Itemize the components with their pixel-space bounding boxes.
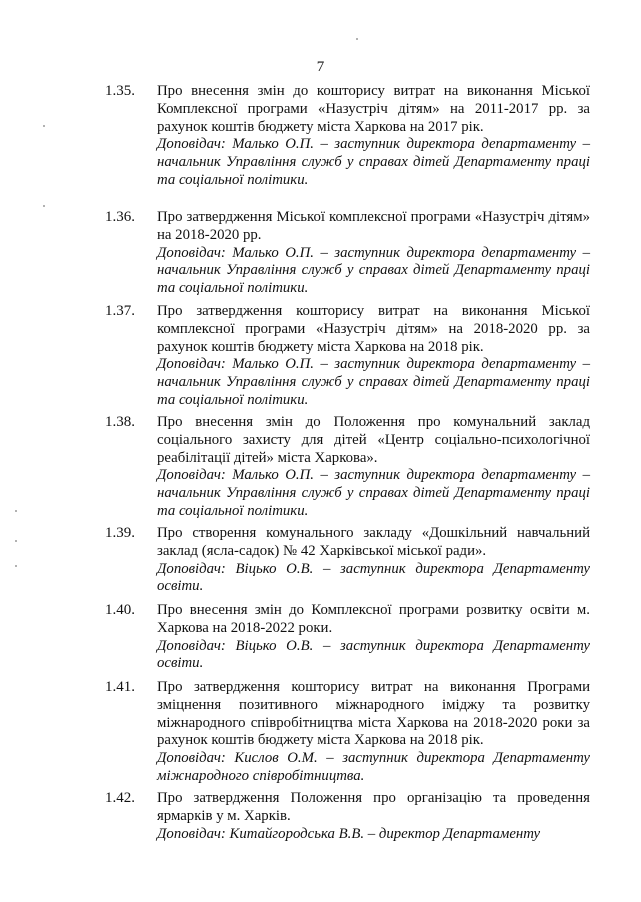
item-body (157, 303, 590, 410)
item-speaker: Доповідач: Китайгородська В.В. – директор Департаменту (157, 825, 541, 842)
item-body (157, 414, 590, 521)
item-speaker: Доповідач: Малько О.П. – заступник директора департаменту – начальник Управління служб у справах дітей Департаменту праці та соціальної політики. (157, 467, 590, 519)
item-speaker: Доповідач: Кислов О.М. – заступник директора Департаменту міжнародного співробітництва. (157, 750, 590, 784)
scan-speck (356, 38, 358, 40)
item-title: Про затвердження Міської комплексної програми «Назустріч дітям» на 2018-2020 рр. (157, 209, 590, 243)
item-body (157, 790, 590, 843)
item-number: 1.38. (105, 414, 135, 430)
item-speaker: Доповідач: Віцько О.В. – заступник директора Департаменту освіти. (157, 637, 590, 672)
item-number: 1.36. (105, 209, 135, 225)
item-body (157, 602, 590, 673)
item-body (157, 525, 590, 596)
item-body (157, 209, 590, 298)
item-title: Про затвердження кошторису витрат на виконання Програми зміцнення позитивного міжнародного іміджу та розвитку міжнародного співробітництва міста Харкова на 2018-2020 роки за рахунок коштів бюджету міста Харкова на 2018 рік. (157, 679, 590, 749)
item-speaker: Доповідач: Віцько О.В. – заступник директора Департаменту освіти. (157, 560, 590, 595)
item-body (157, 83, 590, 190)
item-title: Про затвердження кошторису витрат на виконання Міської комплексної програми «Назустріч дітям» на 2018-2020 рр. за рахунок коштів бюджету міста Харкова на 2018 рік. (157, 303, 590, 355)
scan-speck (43, 205, 45, 207)
scan-speck (15, 540, 17, 542)
page-number: 7 (316, 59, 325, 75)
item-title: Про створення комунального закладу «Дошкільний навчальний заклад (ясла-садок) № 42 Харківської міської ради». (157, 525, 590, 559)
item-number: 1.41. (105, 679, 135, 695)
item-number: 1.35. (105, 83, 135, 99)
item-number: 1.37. (105, 303, 135, 319)
item-number: 1.40. (105, 602, 135, 618)
item-speaker: Доповідач: Малько О.П. – заступник директора департаменту – начальник Управління служб у справах дітей Департаменту праці та соціальної політики. (157, 136, 590, 188)
item-speaker: Доповідач: Малько О.П. – заступник директора департаменту – начальник Управління служб у справах дітей Департаменту праці та соціальної політики. (157, 244, 590, 297)
scan-speck (43, 125, 45, 127)
item-title: Про затвердження Положення про організацію та проведення ярмарків у м. Харків. (157, 790, 590, 824)
item-title: Про внесення змін до кошторису витрат на виконання Міської Комплексної програми «Назустріч дітям» на 2011-2017 рр. за рахунок коштів бюджету міста Харкова на 2017 рік. (157, 83, 590, 135)
item-speaker: Доповідач: Малько О.П. – заступник директора департаменту – начальник Управління служб у справах дітей Департаменту праці та соціальної політики. (157, 356, 590, 408)
item-title: Про внесення змін до Комплексної програми розвитку освіти м. Харкова на 2018-2022 роки. (157, 602, 590, 636)
scan-speck (15, 565, 17, 567)
item-body (157, 679, 590, 786)
scan-speck (15, 510, 17, 512)
item-number: 1.42. (105, 790, 135, 806)
item-title: Про внесення змін до Положення про комунальний заклад соціального захисту для дітей «Центр соціально-психологічної реабілітації дітей» міста Харкова». (157, 414, 590, 466)
item-number: 1.39. (105, 525, 135, 541)
